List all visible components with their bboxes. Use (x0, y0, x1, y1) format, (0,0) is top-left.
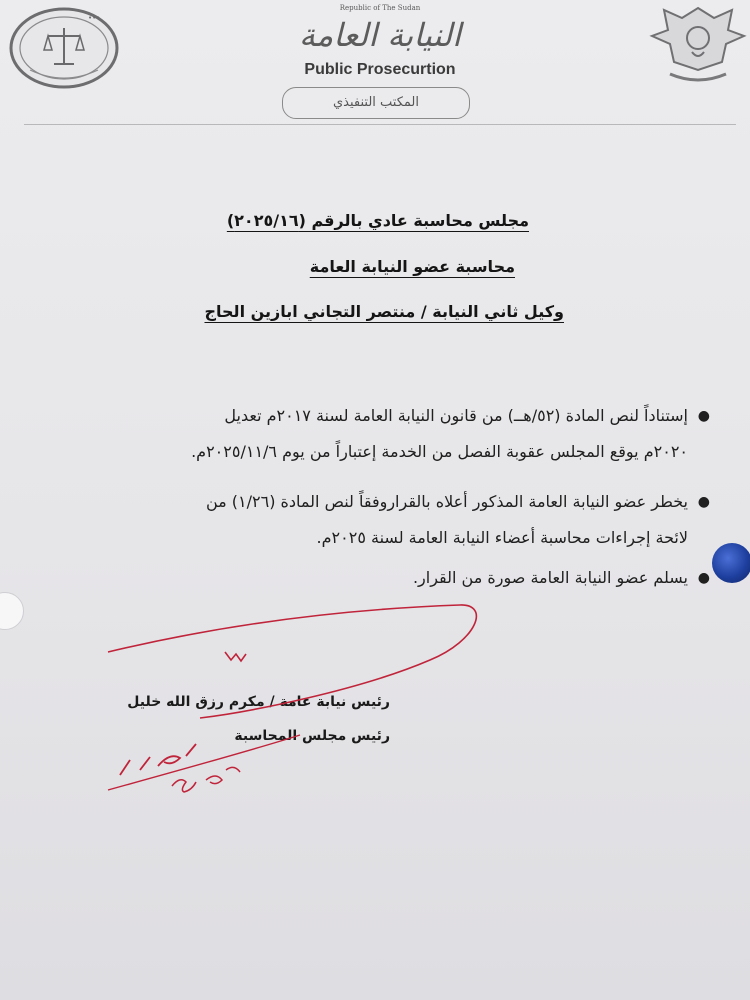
list-item (60, 560, 710, 596)
organization-name-english: Public Prosecurtion (304, 61, 456, 78)
signatory-name: رئيس نيابة عامة / مكرم رزق الله خليل (127, 694, 390, 710)
prosecution-seal-icon (8, 6, 120, 90)
svg-text:•••: ••• (88, 14, 101, 22)
signatory-role: رئيس مجلس المحاسبة (234, 728, 390, 744)
sudan-coat-of-arms-icon (648, 0, 748, 86)
bullet-icon: ● (697, 408, 710, 424)
member-title: وكيل ثاني النيابة / منتصر التجاني ابازين الحاج (204, 302, 564, 321)
blue-pushpin-icon (712, 543, 750, 583)
item-text-line: ٢٠٢٠م يوقع المجلس عقوبة الفصل من الخدمة إعتباراً من يوم ٢٠٢٥/١١/٦م. (191, 442, 688, 461)
bullet-icon: ● (697, 570, 710, 586)
list-item (60, 398, 710, 470)
bullet-icon: ● (697, 494, 710, 510)
republic-label: Republic of The Sudan (339, 4, 421, 12)
white-pushpin-icon (0, 592, 24, 630)
item-text-line: إستناداً لنص المادة (٥٢/هــ) من قانون النيابة العامة لسنة ٢٠١٧م تعديل (224, 406, 688, 425)
executive-office-label: المكتب التنفيذي (282, 87, 470, 119)
organization-name-arabic: النيابة العامة (298, 16, 462, 54)
signature-block (127, 685, 390, 753)
letterhead (260, 0, 500, 130)
council-title: مجلس محاسبة عادي بالرقم (٢٠٢٥/١٦) (226, 211, 529, 230)
decision-list (60, 398, 710, 596)
item-text-line: يسلم عضو النيابة العامة صورة من القرار. (412, 568, 688, 587)
list-item (60, 484, 710, 556)
item-text-line: يخطر عضو النيابة العامة المذكور أعلاه بالقراروفقاً لنص المادة (١/٢٦) من (205, 492, 688, 511)
subject-title: محاسبة عضو النيابة العامة (309, 257, 515, 276)
header-divider (24, 124, 736, 125)
item-text-line: لائحة إجراءات محاسبة أعضاء النيابة العامة لسنة ٢٠٢٥م. (316, 528, 688, 547)
